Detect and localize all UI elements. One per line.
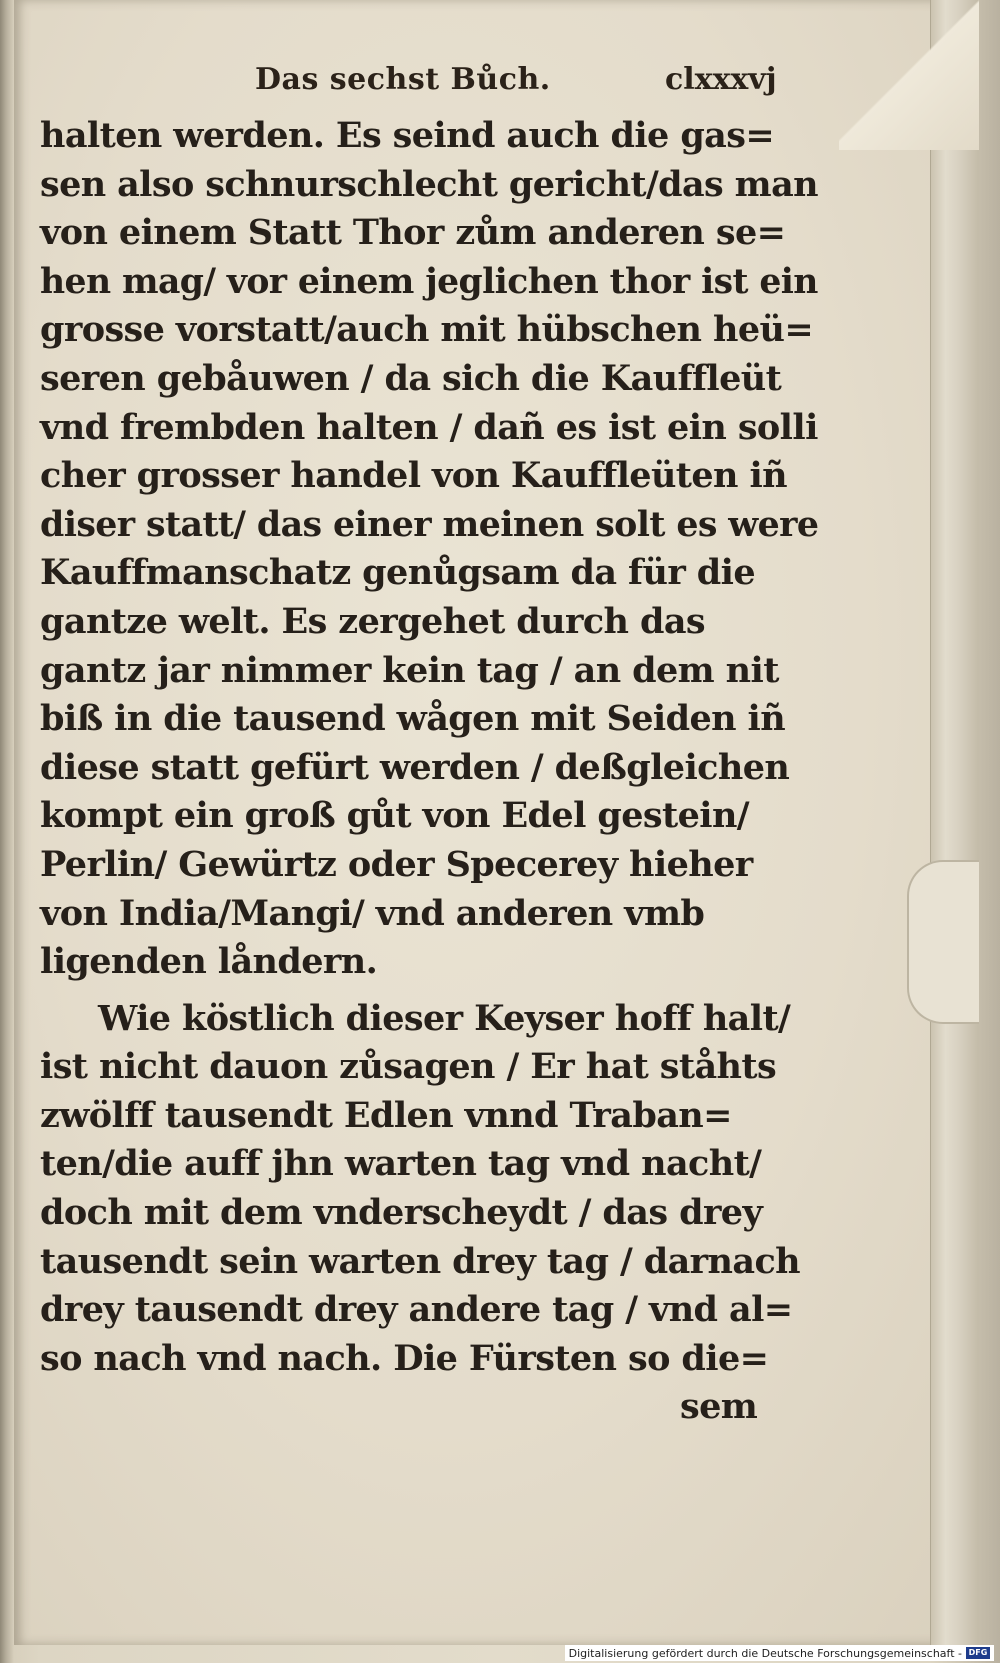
text-line: tausendt sein warten drey tag / darnach <box>40 1240 800 1282</box>
running-head: Das sechst Bůch. <box>255 62 551 97</box>
text-line: seren gebåuwen / da sich die Kauffleüt <box>40 357 782 399</box>
page-edge <box>930 0 979 1645</box>
text-line: Perlin/ Gewürtz oder Specerey hieher <box>40 843 753 885</box>
text-line: zwölff tausendt Edlen vnnd Traban= <box>40 1094 732 1136</box>
text-line: von India/Mangi/ vnd anderen vmb <box>40 892 705 934</box>
text-line: sen also schnurschlecht gericht/das man <box>40 163 818 205</box>
text-line: diese statt gefürt werden / deßgleichen <box>40 746 790 788</box>
text-line: ligenden låndern. <box>40 941 378 983</box>
text-line: so nach vnd nach. Die Fürsten so die= <box>40 1337 769 1379</box>
text-line: gantz jar nimmer kein tag / an dem nit <box>40 649 779 691</box>
text-line: kompt ein groß gůt von Edel gestein/ <box>40 795 749 837</box>
folio-number: clxxxvj <box>665 62 777 97</box>
digitization-footer <box>565 1645 994 1661</box>
text-line: cher grosser handel von Kauffleüten iñ <box>40 455 787 497</box>
text-line: grosse vorstatt/auch mit hübschen heü= <box>40 309 814 351</box>
page-tab <box>907 860 979 1024</box>
text-line: hen mag/ vor einem jeglichen thor ist ein <box>40 260 818 302</box>
text-line: gantze welt. Es zergehet durch das <box>40 600 706 642</box>
text-line: Kauffmanschatz genůgsam da für die <box>40 552 755 594</box>
paragraph-first-line: Wie köstlich dieser Keyser hoff halt/ <box>98 997 791 1039</box>
text-line: vnd frembden halten / dañ es ist ein solli <box>40 406 818 448</box>
text-line: ten/die auff jhn warten tag vnd nacht/ <box>40 1143 762 1185</box>
funding-credit: Digitalisierung gefördert durch die Deutsche Forschungsgemeinschaft - <box>568 1646 962 1660</box>
dfg-logo-icon: DFG <box>966 1647 990 1659</box>
body-text <box>40 112 818 1432</box>
text-line: diser statt/ das einer meinen solt es were <box>40 503 819 545</box>
text-line: doch mit dem vnderscheydt / das drey <box>40 1192 763 1234</box>
text-line: halten werden. Es seind auch die gas= <box>40 115 775 156</box>
text-line: ist nicht dauon zůsagen / Er hat ståhts <box>40 1046 777 1088</box>
text-line: von einem Statt Thor zům anderen se= <box>40 212 786 254</box>
folded-corner <box>839 0 979 150</box>
text-line: drey tausendt drey andere tag / vnd al= <box>40 1289 793 1331</box>
catchword: sem <box>680 1386 758 1428</box>
text-line: biß in die tausend wågen mit Seiden iñ <box>40 698 786 740</box>
